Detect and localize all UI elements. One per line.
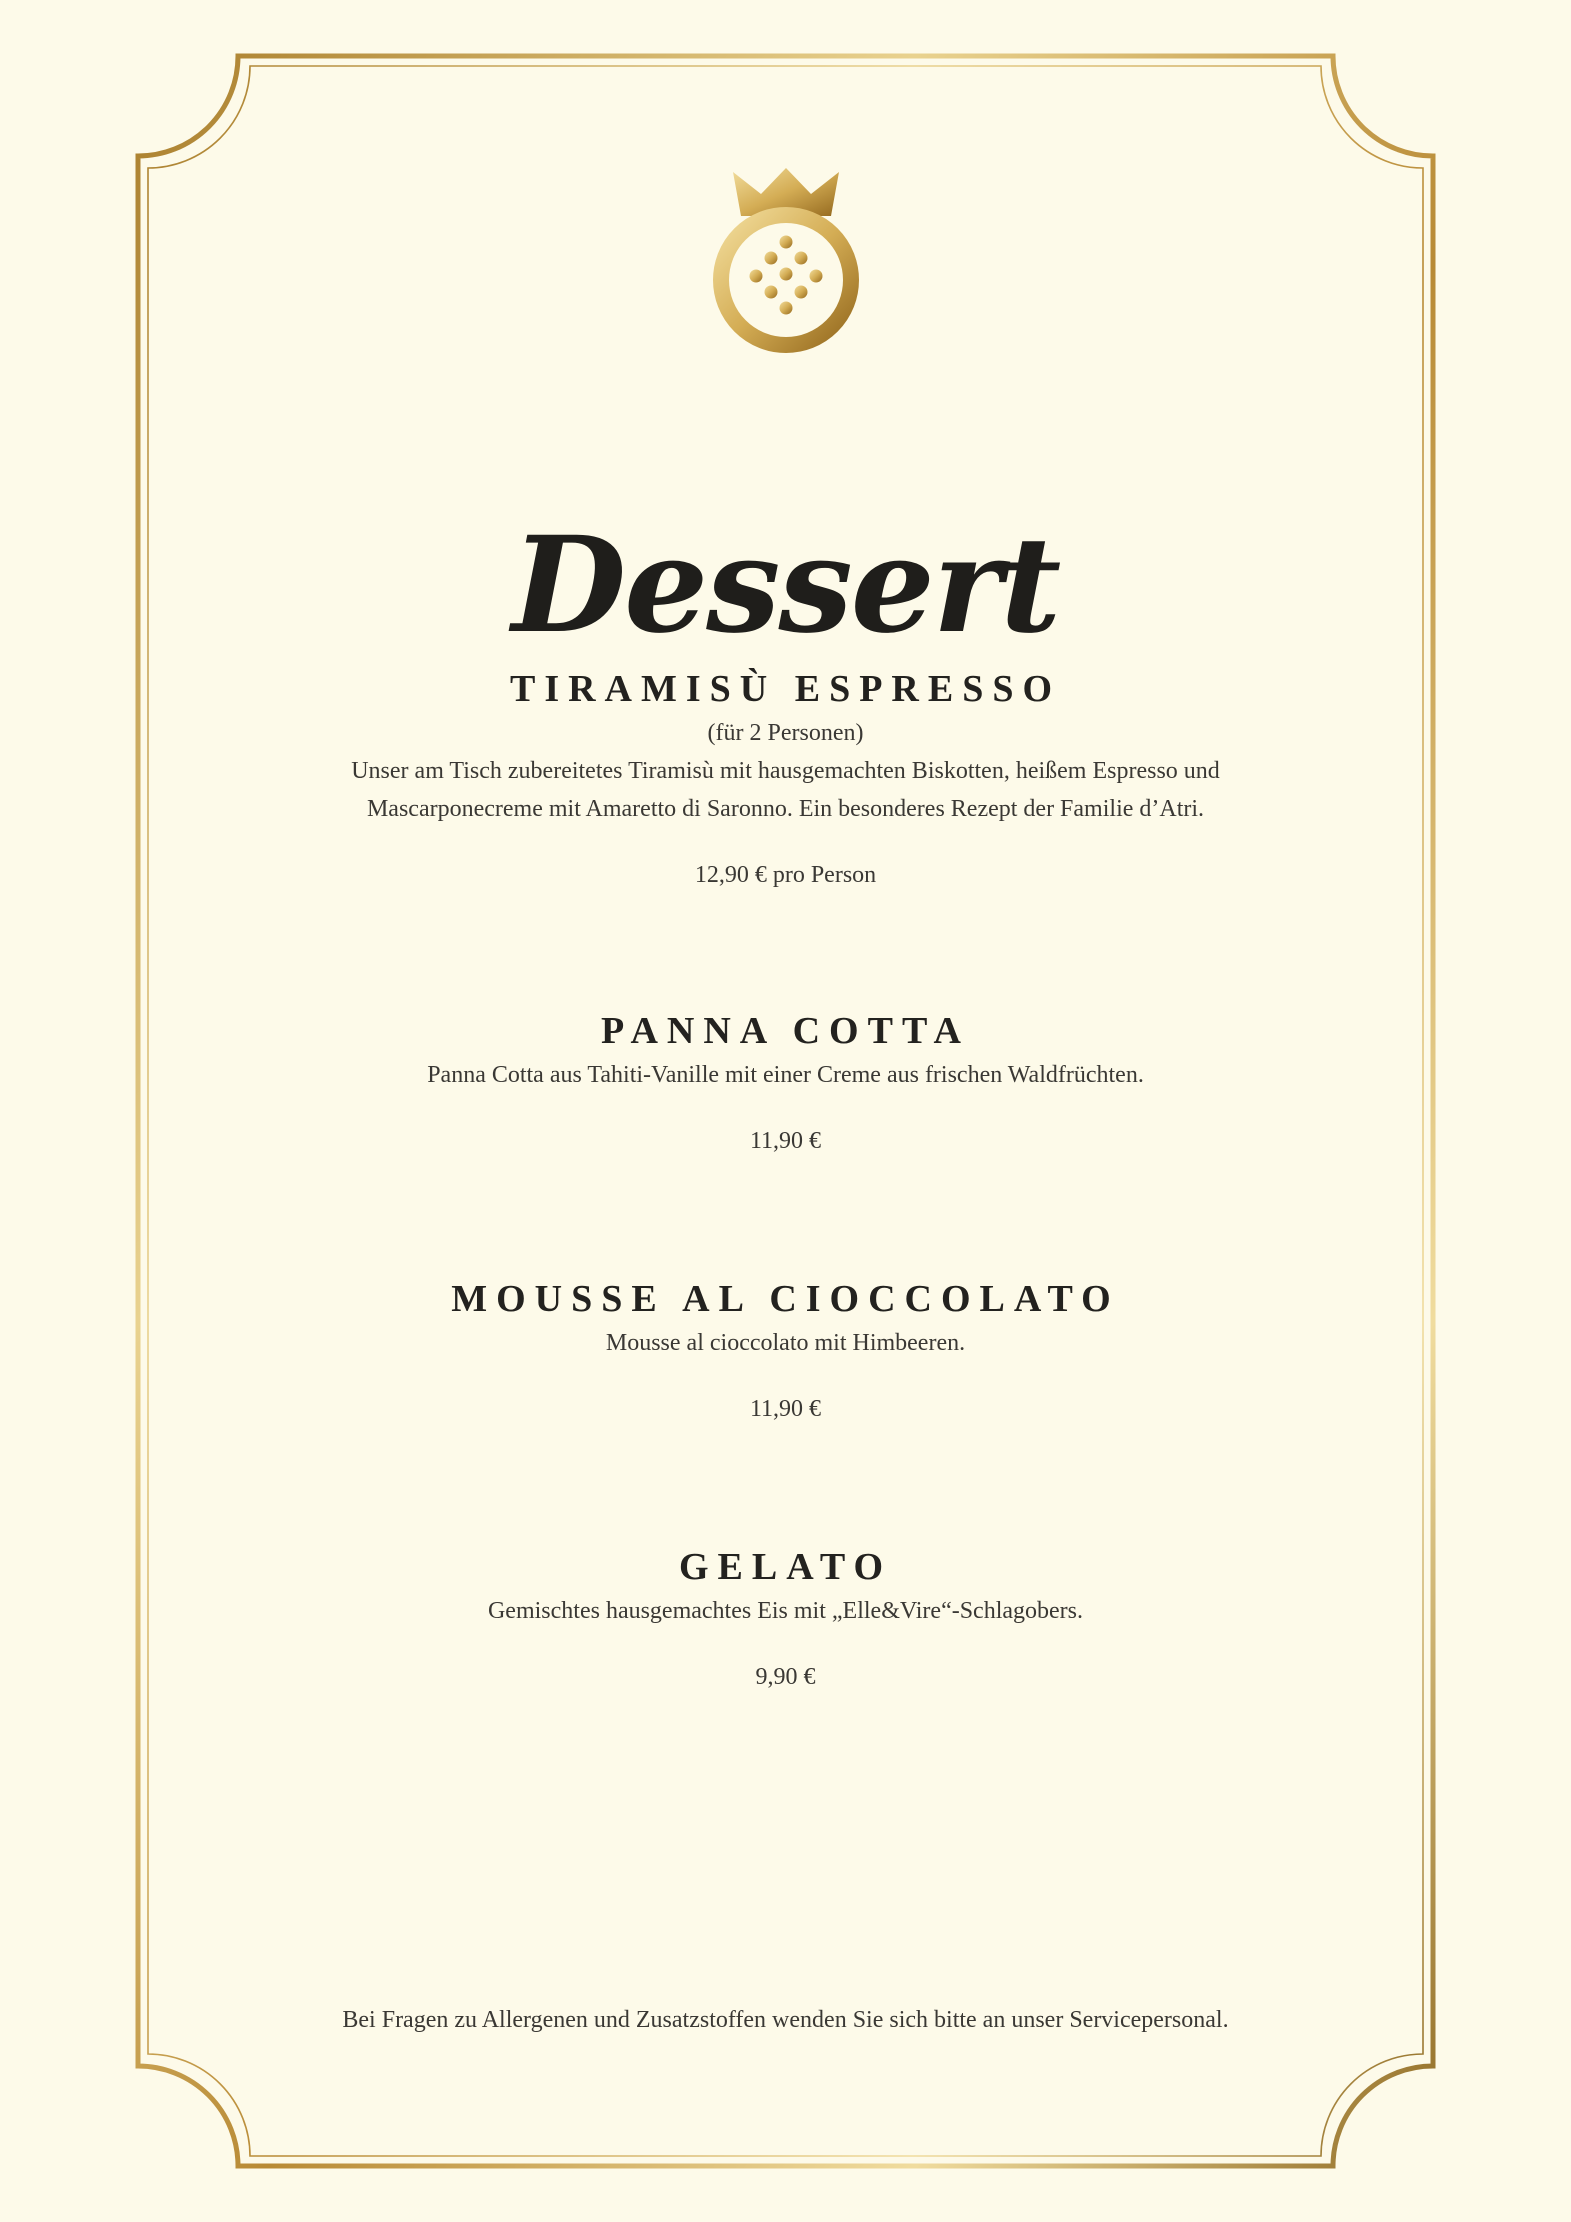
menu-item-description: Panna Cotta aus Tahiti-Vanille mit einer Creme aus frischen Waldfrüchten. bbox=[427, 1062, 1144, 1088]
menu-item-description: Mascarponecreme mit Amaretto di Saronno. Ein besonderes Rezept der Familie d’Atri. bbox=[366, 796, 1205, 822]
menu-item-name: MOUSSE AL CIOCCOLATO bbox=[451, 1278, 1120, 1320]
menu-item-gelato bbox=[160, 1542, 1411, 1696]
menu-item-price: 9,90 € bbox=[755, 1664, 816, 1690]
menu-item-panna-cotta bbox=[160, 1006, 1411, 1160]
allergen-note: Bei Fragen zu Allergenen und Zusatzstoffen wenden Sie sich bitte an unser Servicepersonal. bbox=[342, 2007, 1229, 2033]
menu-item-tiramisu bbox=[160, 664, 1411, 894]
menu-item-description: Gemischtes hausgemachtes Eis mit „Elle&Vire“-Schlagobers. bbox=[487, 1598, 1084, 1624]
menu-item-description: Mousse al cioccolato mit Himbeeren. bbox=[605, 1330, 966, 1356]
menu-item-mousse bbox=[160, 1274, 1411, 1428]
menu-item-name: TIRAMISÙ ESPRESSO bbox=[509, 668, 1062, 710]
menu-item-price: 11,90 € bbox=[749, 1396, 822, 1422]
menu-item-price: 12,90 € pro Person bbox=[694, 862, 877, 888]
menu-item-description: Unser am Tisch zubereitetes Tiramisù mit hausgemachten Biskotten, heißem Espresso und bbox=[351, 758, 1220, 784]
menu-item-note: (für 2 Personen) bbox=[707, 720, 864, 746]
page-title: Dessert bbox=[511, 508, 1060, 664]
menu-item-name: GELATO bbox=[678, 1546, 893, 1588]
menu-item-price: 11,90 € bbox=[749, 1128, 822, 1154]
crowned-fruit-logo-icon bbox=[699, 168, 873, 358]
menu-item-name: PANNA COTTA bbox=[601, 1010, 970, 1052]
